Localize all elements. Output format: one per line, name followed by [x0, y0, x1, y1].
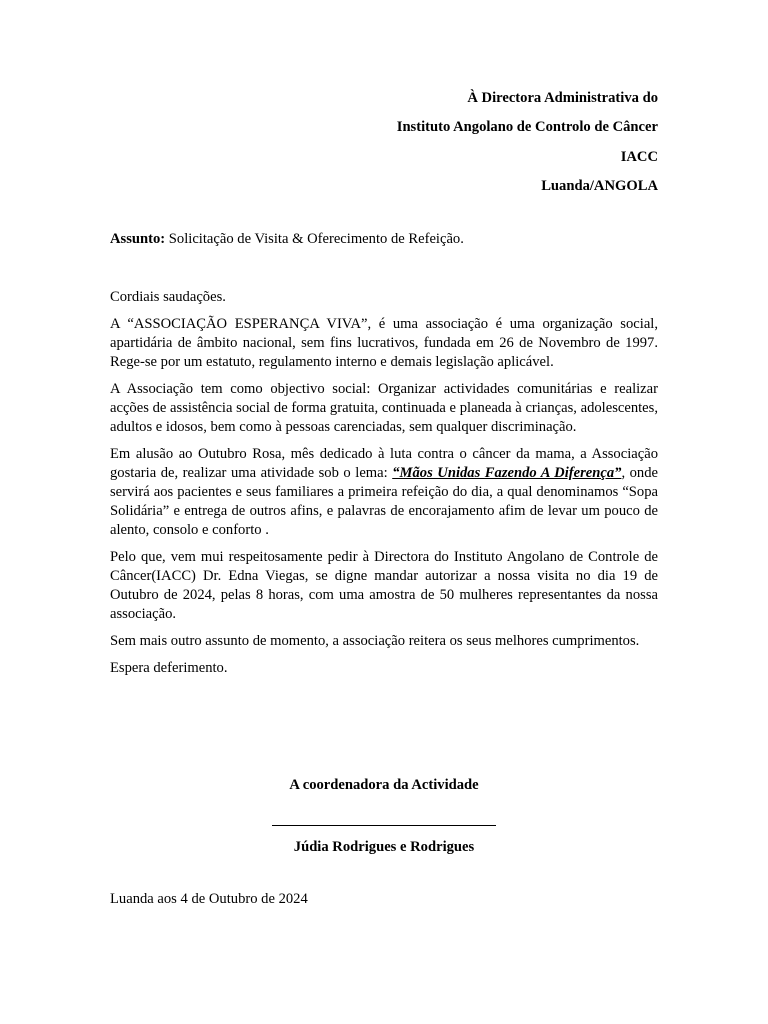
subject-text: Solicitação de Visita & Oferecimento de Refeição.	[165, 231, 464, 247]
activity-text-end: , onde servirá aos pacientes e seus familiares a primeira refeição do dia, a qual denominamos “Sopa Solidária” e entrega de outros afins, e palavras de encorajamento afim de levar um pouco de alento, consolo e conforto .	[110, 465, 658, 538]
subject-label: Assunto:	[110, 231, 166, 247]
addressee-line-1: À Directora Administrativa do	[467, 90, 658, 106]
place-and-date: Luanda aos 4 de Outubro de 2024	[110, 891, 308, 907]
addressee-line-3: IACC	[620, 148, 658, 165]
activity-text-start: Em alusão ao Outubro Rosa, mês dedicado à luta contra o câncer da mama, a Associação gostaria de, realizar uma atividade sob o lema:	[110, 446, 658, 481]
signature-role: A coordenadora da Actividade	[289, 777, 479, 793]
addressee-block	[397, 84, 658, 201]
paragraph-activity	[110, 445, 658, 540]
letter-body	[110, 288, 658, 686]
signature-name: Júdia Rodrigues e Rodrigues	[293, 839, 475, 855]
addressee-line-4: Luanda/ANGOLA	[541, 177, 658, 194]
paragraph-request: Pelo que, vem mui respeitosamente pedir à Directora do Instituto Angolano de Controle de Câncer(IACC) Dr. Edna Viegas, se digne mandar autorizar a nossa visita no dia 19 de Outubro de 2024, pelas 8 horas, com uma amostra de 50 mulheres representantes da nossa associação.	[110, 549, 658, 622]
paragraph-intro: A “ASSOCIAÇÃO ESPERANÇA VIVA”, é uma associação é uma organização social, apartidária de âmbito nacional, sem fins lucrativos, fundada em 26 de Novembro de 1997. Rege-se por um estatuto, regulamento interno e demais legislação aplicável.	[110, 316, 658, 370]
paragraph-objective: A Associação tem como objectivo social: Organizar actividades comunitárias e realizar acções de assistência social de forma gratuita, continuada e planeada à crianças, adolescentes, adultos e idosos, bem como à pessoas carenciadas, sem qualquer discriminação.	[110, 381, 658, 435]
closing-line: Espera deferimento.	[110, 660, 228, 676]
paragraph-regards: Sem mais outro assunto de momento, a associação reitera os seus melhores cumprimentos.	[110, 633, 640, 649]
greeting: Cordiais saudações.	[110, 289, 226, 305]
signature-line	[272, 813, 496, 826]
activity-motto: “Mãos Unidas Fazendo A Diferença”	[392, 465, 622, 481]
addressee-line-2: Instituto Angolano de Controlo de Câncer	[396, 119, 658, 136]
subject-line	[110, 231, 464, 248]
signature-block	[110, 775, 658, 857]
